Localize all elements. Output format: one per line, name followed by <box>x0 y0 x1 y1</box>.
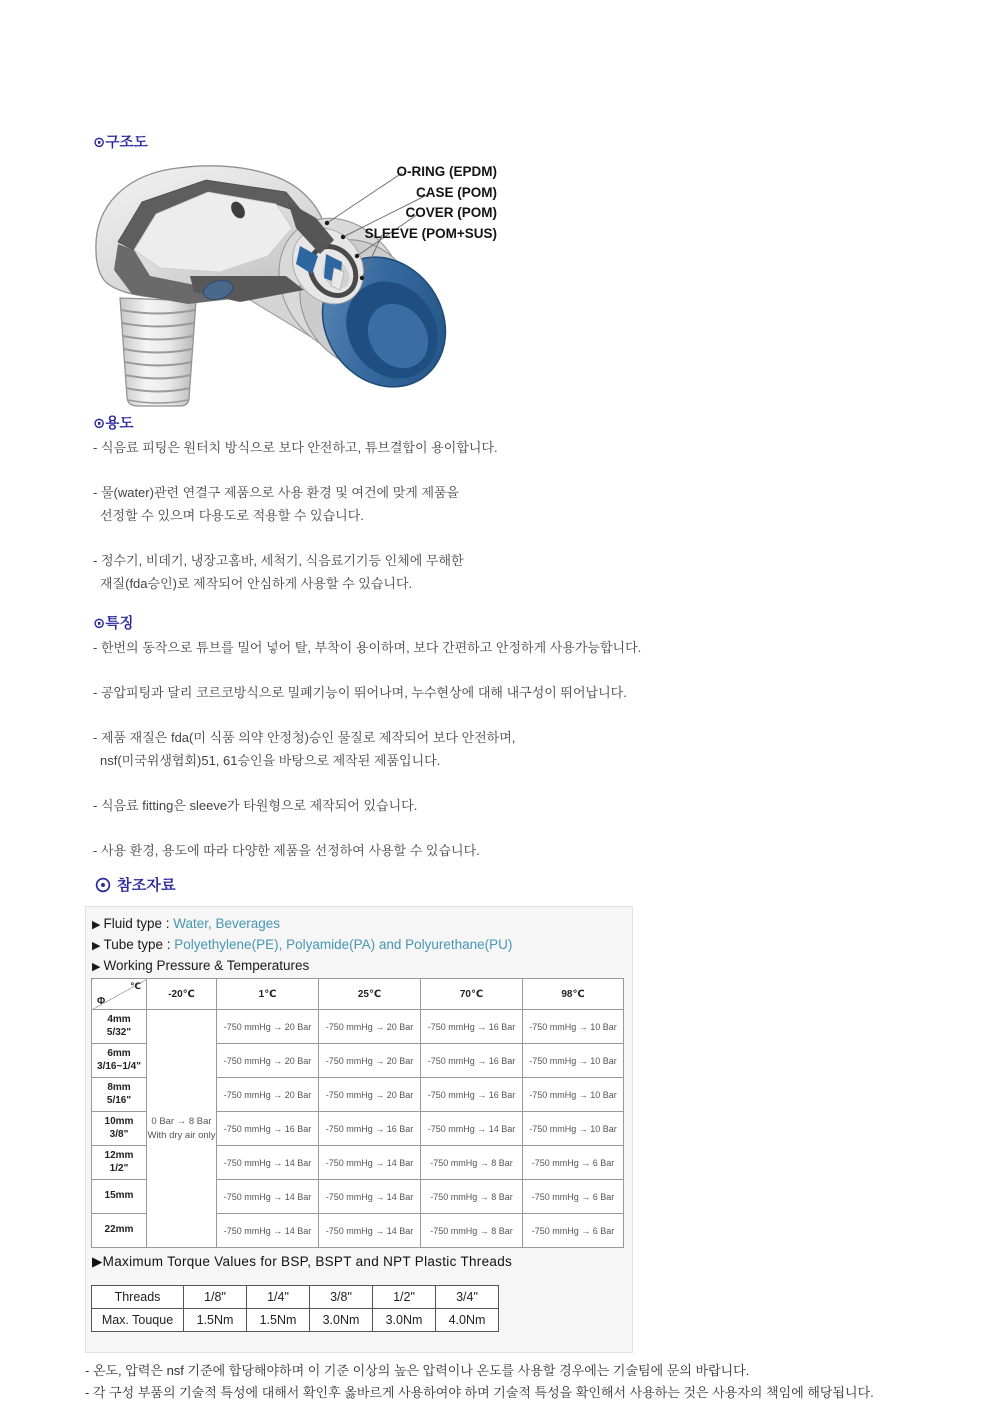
table-corner-cell <box>92 979 147 1010</box>
pressure-value-cell: -750 mmHg → 14 Bar <box>217 1214 319 1248</box>
pressure-value-cell: -750 mmHg → 8 Bar <box>421 1180 523 1214</box>
pressure-value-cell: -750 mmHg → 10 Bar <box>523 1044 624 1078</box>
thread-size-cell: 1/8" <box>184 1286 247 1309</box>
corner-temperature-label: ℃ <box>130 981 141 991</box>
pressure-value-cell: -750 mmHg → 14 Bar <box>217 1146 319 1180</box>
size-label: 15mm <box>104 1190 134 1202</box>
bullet-value: Water, Beverages <box>173 916 281 931</box>
text-line: - 공압피팅과 달리 코르코방식으로 밀폐기능이 뛰어나며, 누수현상에 대해 내구성이 뛰어납니다. <box>93 685 627 700</box>
pressure-value-cell: -750 mmHg → 14 Bar <box>421 1112 523 1146</box>
pressure-value-cell: -750 mmHg → 8 Bar <box>421 1146 523 1180</box>
reference-bullet <box>92 935 632 956</box>
pressure-value-cell: -750 mmHg → 10 Bar <box>523 1078 624 1112</box>
size-label: 6mm <box>107 1048 131 1059</box>
size-label: 5/32" <box>106 1026 132 1038</box>
feature-item <box>93 726 983 772</box>
torque-value-cell: 3.0Nm <box>373 1309 436 1332</box>
pressure-value-cell: -750 mmHg → 16 Bar <box>319 1112 421 1146</box>
torque-value-cell: 4.0Nm <box>436 1309 499 1332</box>
triangle-bullet-icon: ▶ <box>92 940 101 952</box>
structure-section-title: ⊙구조도 <box>93 135 148 151</box>
pressure-value-cell: -750 mmHg → 14 Bar <box>217 1180 319 1214</box>
usage-items <box>93 436 873 595</box>
size-label: 3/8" <box>109 1128 129 1140</box>
text-line: - 식음료 fitting은 sleeve가 타원형으로 제작되어 있습니다. <box>93 798 418 813</box>
temperature-column-header: -20℃ <box>147 979 217 1010</box>
pressure-value-cell: -750 mmHg → 20 Bar <box>319 1010 421 1044</box>
torque-table-title: ▶Maximum Torque Values for BSP, BSPT and NPT Plastic Threads <box>92 1254 513 1269</box>
size-cell <box>92 1010 147 1044</box>
pressure-value-cell: -750 mmHg → 10 Bar <box>523 1010 624 1044</box>
corner-diameter-label: Φ <box>97 996 106 1007</box>
pressure-value-cell: -750 mmHg → 14 Bar <box>319 1146 421 1180</box>
torque-table <box>91 1285 499 1332</box>
size-cell <box>92 1146 147 1180</box>
usage-item <box>93 481 873 527</box>
reference-section-header <box>95 874 176 895</box>
pressure-value-cell: -750 mmHg → 16 Bar <box>421 1044 523 1078</box>
size-cell <box>92 1112 147 1146</box>
torque-value-row <box>92 1309 499 1332</box>
note-line: - 각 구성 부품의 기술적 특성에 대해서 확인후 옳바르게 사용하여야 하며 기술적 특성을 확인해서 사용하는 것은 사용자의 책임에 해당됩니다. <box>85 1385 874 1400</box>
temperature-column-header: 98℃ <box>523 979 624 1010</box>
size-label: 1/2" <box>109 1162 129 1174</box>
case-label: CASE (POM) <box>416 185 497 200</box>
pressure-value-cell: -750 mmHg → 20 Bar <box>319 1078 421 1112</box>
pressure-value-cell: -750 mmHg → 10 Bar <box>523 1112 624 1146</box>
reference-bullet <box>92 914 632 935</box>
torque-header-row <box>92 1286 499 1309</box>
torque-row-label: Max. Touque <box>92 1309 184 1332</box>
torque-value-cell: 1.5Nm <box>184 1309 247 1332</box>
text-line: - 사용 환경, 용도에 따라 다양한 제품을 선정하여 사용할 수 있습니다. <box>93 843 480 858</box>
text-line: 선정할 수 있으며 다용도로 적용할 수 있습니다. <box>100 508 364 523</box>
features-section <box>93 612 983 884</box>
pressure-value-cell: -750 mmHg → 14 Bar <box>319 1214 421 1248</box>
bullet-label: Tube type : <box>103 937 175 952</box>
oring-label: O-RING (EPDM) <box>396 164 497 179</box>
temperature-column-header: 1℃ <box>217 979 319 1010</box>
pressure-value-cell: -750 mmHg → 6 Bar <box>523 1180 624 1214</box>
features-section-title: ⊙특징 <box>93 616 134 632</box>
size-label: 4mm <box>107 1014 131 1025</box>
bullet-label: Fluid type : <box>103 916 174 931</box>
size-label: 10mm <box>104 1116 134 1127</box>
size-label: 12mm <box>104 1150 134 1161</box>
text-line: - 물(water)관련 연결구 제품으로 사용 환경 및 여건에 맞게 제품을 <box>93 485 460 500</box>
bullet-value: Polyethylene(PE), Polyamide(PA) and Polyurethane(PU) <box>174 937 513 952</box>
footer-notes <box>85 1360 990 1404</box>
size-label: 8mm <box>107 1082 131 1093</box>
pressure-value-cell: -750 mmHg → 16 Bar <box>421 1078 523 1112</box>
threaded-stem <box>120 298 196 406</box>
size-cell <box>92 1180 147 1214</box>
size-label: 22mm <box>104 1224 134 1236</box>
thread-size-cell: Threads <box>92 1286 184 1309</box>
text-line: - 한번의 동작으로 튜브를 밀어 넣어 탈, 부착이 용이하며, 보다 간편하고 안정하게 사용가능합니다. <box>93 640 642 655</box>
reference-section-title: 참조자료 <box>117 877 176 894</box>
feature-item <box>93 681 983 704</box>
reference-bullets <box>86 907 632 977</box>
sleeve-label: SLEEVE (POM+SUS) <box>364 226 497 241</box>
fitting-cutaway-diagram <box>90 158 505 408</box>
pressure-temperature-table <box>91 978 624 1248</box>
pressure-value-cell: -750 mmHg → 20 Bar <box>217 1078 319 1112</box>
thread-size-cell: 3/4" <box>436 1286 499 1309</box>
thread-size-cell: 3/8" <box>310 1286 373 1309</box>
pressure-value-cell: -750 mmHg → 20 Bar <box>217 1044 319 1078</box>
torque-value-cell: 1.5Nm <box>247 1309 310 1332</box>
pressure-value-cell: -750 mmHg → 20 Bar <box>319 1044 421 1078</box>
feature-item <box>93 839 983 862</box>
circle-dot-icon <box>95 877 111 893</box>
text-line: - 식음료 피팅은 원터치 방식으로 보다 안전하고, 튜브결합이 용이합니다. <box>93 440 498 455</box>
feature-item <box>93 636 983 659</box>
size-label: 3/16~1/4" <box>97 1060 141 1072</box>
pressure-value-cell: -750 mmHg → 16 Bar <box>421 1010 523 1044</box>
temperature-column-header: 70℃ <box>421 979 523 1010</box>
condition-line: 0 Bar → 8 Bar <box>151 1115 212 1127</box>
pressure-value-cell: -750 mmHg → 8 Bar <box>421 1214 523 1248</box>
pressure-table-header-row <box>92 979 624 1010</box>
thread-size-cell: 1/4" <box>247 1286 310 1309</box>
size-cell <box>92 1214 147 1248</box>
text-line: 재질(fda승인)로 제작되어 안심하게 사용할 수 있습니다. <box>100 576 413 591</box>
triangle-bullet-icon: ▶ <box>92 919 101 931</box>
feature-item <box>93 794 983 817</box>
usage-section-title: ⊙용도 <box>93 416 134 432</box>
torque-table-container <box>91 1285 499 1332</box>
text-line: - 정수기, 비데기, 냉장고홈바, 세척기, 식음료기기등 인체에 무해한 <box>93 553 464 568</box>
text-line: nsf(미국위생협회)51, 61승인을 바탕으로 제작된 제품입니다. <box>100 753 441 768</box>
minus20-condition-cell <box>147 1010 217 1248</box>
triangle-bullet-icon: ▶ <box>92 961 101 973</box>
torque-value-cell: 3.0Nm <box>310 1309 373 1332</box>
size-label: 5/16" <box>106 1094 132 1106</box>
pressure-value-cell: -750 mmHg → 20 Bar <box>217 1010 319 1044</box>
size-cell <box>92 1078 147 1112</box>
size-cell <box>92 1044 147 1078</box>
table-row <box>92 1010 624 1044</box>
thread-size-cell: 1/2" <box>373 1286 436 1309</box>
cover-label: COVER (POM) <box>405 205 497 220</box>
usage-item <box>93 436 873 459</box>
pressure-value-cell: -750 mmHg → 6 Bar <box>523 1214 624 1248</box>
usage-item <box>93 549 873 595</box>
note-line: - 온도, 압력은 nsf 기준에 합당해야하며 이 기준 이상의 높은 압력이나 온도를 사용할 경우에는 기술팀에 문의 바랍니다. <box>85 1363 750 1378</box>
reference-bullet <box>92 956 632 977</box>
pressure-table-container <box>91 978 624 1248</box>
reference-data-box <box>85 906 633 1353</box>
pressure-value-cell: -750 mmHg → 16 Bar <box>217 1112 319 1146</box>
pressure-value-cell: -750 mmHg → 6 Bar <box>523 1146 624 1180</box>
text-line: - 제품 재질은 fda(미 식품 의약 안정청)승인 물질로 제작되어 보다 안전하며, <box>93 730 516 745</box>
features-items <box>93 636 983 862</box>
bullet-label: Working Pressure & Temperatures <box>103 958 310 973</box>
pressure-value-cell: -750 mmHg → 14 Bar <box>319 1180 421 1214</box>
condition-line: With dry air only <box>147 1129 216 1141</box>
usage-section <box>93 412 873 617</box>
temperature-column-header: 25℃ <box>319 979 421 1010</box>
